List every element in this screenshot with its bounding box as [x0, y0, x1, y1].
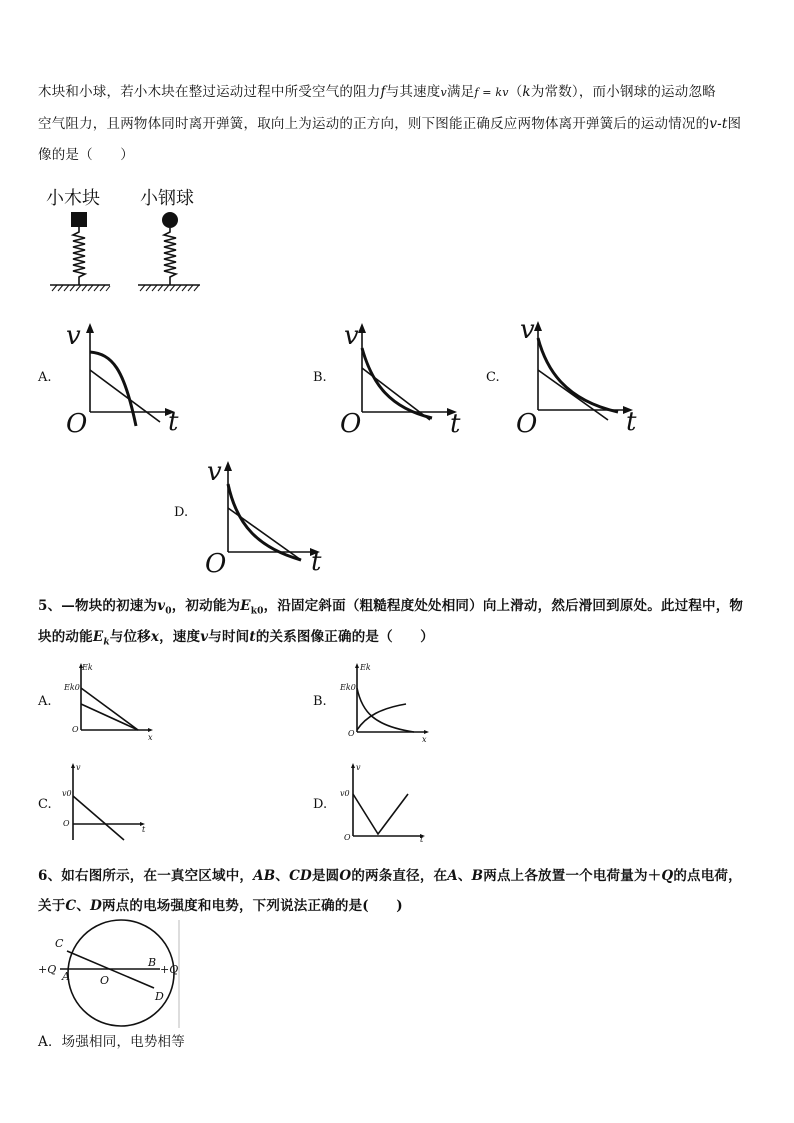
wood-block [71, 212, 87, 227]
q6-text: 6、如右图所示，在一真空区域中， [38, 868, 254, 884]
v-shape [353, 794, 408, 834]
q5-option-b-letter[interactable]: B. [313, 694, 327, 709]
steel-ball [162, 212, 178, 228]
q4-text: （ [508, 84, 523, 100]
axis-v-label: v [520, 315, 535, 345]
axis-x-label: x [148, 733, 153, 742]
q4-spring-figure [40, 182, 210, 300]
line [73, 796, 124, 840]
q6-text: 的点电荷， [673, 868, 742, 884]
block-label: 小木块 [46, 188, 100, 209]
charge-left-label: +Q [38, 963, 57, 976]
q5-var: t [249, 629, 256, 645]
q5-var: E [92, 629, 104, 645]
curve [228, 484, 301, 560]
origin-label: O [66, 409, 88, 439]
q5-text: 块的动能 [38, 629, 93, 645]
ground-hatch-right [140, 285, 199, 291]
point-d-label: D [155, 990, 164, 1003]
q5-text-line-2 [38, 625, 434, 648]
q6-text: 两点的电场强度和电势，下列说法正确的是( ) [101, 898, 403, 914]
q4-option-a-letter[interactable]: A. [38, 370, 52, 385]
q5-option-d-graph[interactable] [338, 760, 438, 844]
curve [362, 348, 432, 418]
q5-sub: k [103, 637, 110, 648]
q6-text: 、 [275, 868, 290, 884]
q4-option-b-graph[interactable] [340, 318, 470, 438]
q5-text-line-1 [38, 594, 743, 617]
y0-label: v0 [62, 789, 72, 798]
axis-y-label: Ek [360, 663, 371, 672]
q5-var: v [157, 598, 166, 614]
axis-t-label: t [168, 407, 179, 437]
q4-option-d-graph[interactable] [203, 456, 333, 579]
q4-formula: f = kv [474, 86, 509, 99]
q5-text: ，沿固定斜面（粗糙程度处处相同）向上滑动，然后滑回到原处。此过程中，物 [263, 598, 744, 614]
q5-text: 的关系图像正确的是（ ） [255, 629, 434, 645]
q5-text: ，初动能为 [171, 598, 241, 614]
y-axis-arrow [355, 663, 359, 668]
axis-y-label: v [356, 763, 361, 772]
axis-t-label: t [450, 409, 461, 439]
point-b-label: B [148, 956, 157, 969]
straight-line [90, 370, 160, 422]
q6-var: D [90, 898, 102, 914]
q6-var: AB [253, 868, 276, 884]
q4-var-f: f [380, 84, 386, 100]
q6-var: B [471, 868, 484, 884]
axis-y-label: Ek [82, 663, 93, 672]
axis-x-label: t [142, 825, 146, 834]
origin-label: O [516, 409, 538, 439]
q6-text: 关于 [38, 898, 66, 914]
q4-text-line-2 [38, 112, 741, 132]
q6-var: A [447, 868, 458, 884]
q5-option-c-graph[interactable] [62, 760, 162, 844]
q6-option-a[interactable] [38, 1030, 185, 1050]
axis-v-label: v [344, 321, 359, 351]
q6-text: 两点上各放置一个电荷量为＋ [483, 868, 662, 884]
q5-var: x [150, 629, 160, 645]
ball-label: 小钢球 [140, 188, 194, 209]
q4-option-d-letter[interactable]: D. [174, 505, 189, 520]
q5-option-b-graph[interactable] [338, 660, 438, 746]
y0-label: Ek0 [64, 683, 80, 692]
y-axis-arrow [351, 763, 355, 768]
x-axis-arrow [424, 730, 429, 734]
q4-text: 与其速度 [385, 84, 441, 100]
q5-var: E [240, 598, 251, 614]
line-up [81, 688, 138, 730]
axis-t-label: t [311, 547, 322, 577]
curve [538, 338, 618, 412]
q6-option-a-text: A．场强相同，电势相等 [38, 1034, 185, 1050]
q5-sub: 0 [165, 606, 172, 617]
v-axis-arrow [534, 321, 542, 331]
origin-label: O [63, 819, 70, 828]
q5-option-a-letter[interactable]: A. [38, 694, 52, 709]
q4-var-k: k [522, 84, 531, 100]
q4-text: 图 [727, 116, 742, 132]
curve [90, 352, 136, 426]
q5-option-a-graph[interactable] [62, 660, 162, 742]
q6-var: Q [661, 868, 674, 884]
q5-text: 与时间 [208, 629, 250, 645]
q4-text-line-3 [38, 143, 134, 163]
ground-hatch-left [52, 285, 110, 291]
q5-text: 5、—物块的初速为 [38, 598, 158, 614]
q4-text: 木块和小球，若小木块在整过运动过程中所受空气的阻力 [38, 84, 381, 100]
q5-text: 与位移 [109, 629, 151, 645]
axis-v-label: v [207, 457, 222, 487]
line-down [81, 704, 138, 730]
q6-text-line-1 [38, 864, 742, 884]
spring-left [73, 227, 85, 285]
q6-var: O [339, 868, 352, 884]
axis-x-label: x [422, 735, 427, 744]
axis-x-label: t [420, 835, 424, 844]
charge-right-label: +Q [160, 963, 179, 976]
q6-circle-figure [38, 920, 188, 1030]
axis-t-label: t [626, 407, 637, 437]
q5-text: ，速度 [159, 629, 201, 645]
x-axis-arrow [148, 728, 153, 732]
q4-text: 为常数），而小钢球的运动忽略 [530, 84, 716, 100]
q4-var-v: v [440, 86, 447, 99]
origin-label: O [344, 833, 351, 842]
q6-text: 是圆 [311, 868, 340, 884]
q6-var: CD [289, 868, 312, 884]
point-o-label: O [100, 974, 110, 987]
q4-option-c-letter[interactable]: C. [486, 370, 500, 385]
spring-right [164, 228, 176, 285]
v-axis-arrow [358, 323, 366, 333]
origin-label: O [340, 409, 362, 439]
q6-text-line-2 [38, 894, 403, 914]
q4-text: 空气阻力，且两物体同时离开弹簧，取向上为运动的正方向，则下图能正确反应两物体离开弹簧后的运动情况的 [38, 116, 710, 132]
q5-option-d-letter[interactable]: D. [313, 797, 328, 812]
q6-text: 、 [76, 898, 91, 914]
q5-var: v [200, 629, 209, 645]
y0-label: Ek0 [340, 683, 356, 692]
q4-option-b-letter[interactable]: B. [313, 370, 327, 385]
v-axis-arrow [86, 323, 94, 333]
y0-label: v0 [340, 789, 350, 798]
q4-text: 满足 [446, 84, 475, 100]
axis-y-label: v [76, 763, 81, 772]
q6-var: C [65, 898, 77, 914]
point-c-label: C [55, 937, 64, 950]
circle-o [68, 920, 174, 1026]
origin-label: O [348, 729, 355, 738]
point-a-label: A [62, 970, 70, 983]
q4-text: 像的是（ ） [38, 147, 134, 163]
q4-option-c-graph[interactable] [514, 315, 644, 439]
origin-label: O [205, 549, 227, 579]
v-axis-arrow [224, 461, 232, 471]
q6-text: 的两条直径，在 [351, 868, 448, 884]
q5-sub: k0 [250, 606, 264, 617]
q6-text: 、 [457, 868, 472, 884]
y-axis-arrow [71, 763, 75, 768]
q4-text-line-1 [38, 80, 716, 100]
straight-line [538, 370, 608, 420]
q4-option-a-graph[interactable] [62, 318, 192, 438]
q5-option-c-letter[interactable]: C. [38, 797, 52, 812]
origin-label: O [72, 725, 79, 734]
q4-var-vt: v-t [709, 116, 728, 132]
axis-v-label: v [66, 321, 81, 351]
